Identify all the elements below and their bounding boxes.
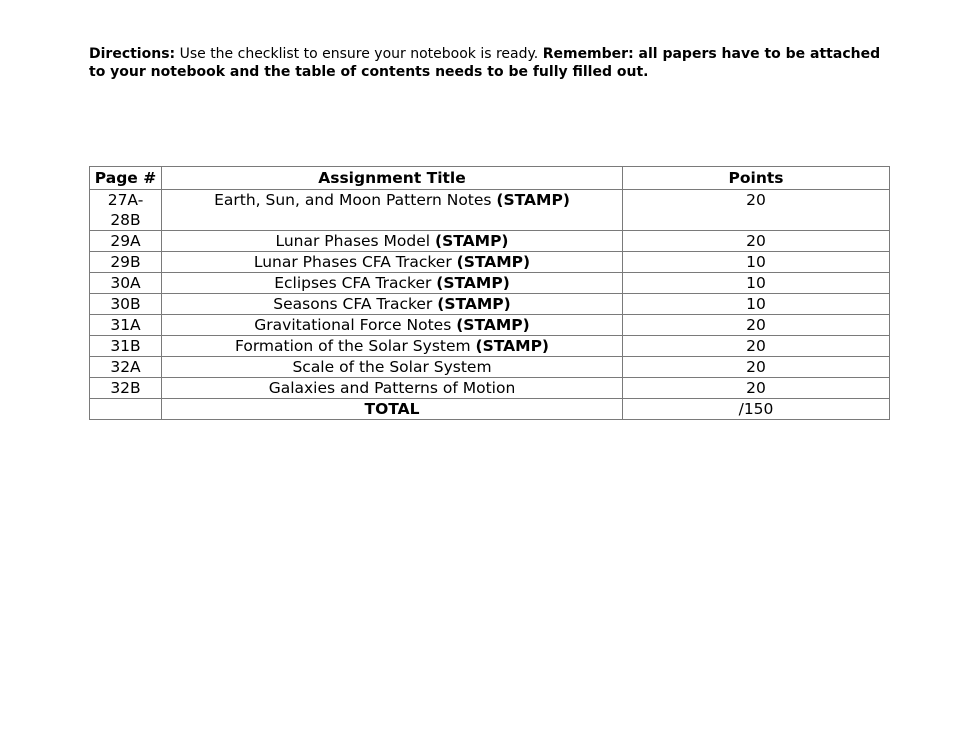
table-header-row bbox=[90, 167, 890, 190]
total-row bbox=[90, 399, 890, 420]
page-cell: 30B bbox=[90, 294, 162, 315]
directions-emphasis: Remember: all papers have to be attached to your notebook and the table of contents needs to be fully filled out. bbox=[89, 46, 881, 80]
assignment-title: Seasons CFA Tracker bbox=[273, 295, 438, 313]
points-cell: 10 bbox=[623, 294, 890, 315]
page-cell: 32A bbox=[90, 357, 162, 378]
page-cell: 32B bbox=[90, 378, 162, 399]
table-row bbox=[90, 273, 890, 294]
directions-paragraph bbox=[89, 45, 889, 81]
assignment-title: Gravitational Force Notes bbox=[254, 316, 457, 334]
assignment-title-cell bbox=[162, 231, 623, 252]
assignment-title: Lunar Phases CFA Tracker bbox=[253, 253, 457, 271]
header-points: Points bbox=[623, 167, 890, 190]
page-cell: 31A bbox=[90, 315, 162, 336]
stamp-label: (STAMP) bbox=[475, 337, 550, 355]
page-cell: 29B bbox=[90, 252, 162, 273]
total-points: /150 bbox=[623, 399, 890, 420]
assignment-title: Earth, Sun, and Moon Pattern Notes bbox=[214, 191, 497, 209]
stamp-label: (STAMP) bbox=[437, 295, 511, 313]
directions-label: Directions: bbox=[89, 46, 176, 62]
assignment-title-cell bbox=[162, 273, 623, 294]
assignment-title: Eclipses CFA Tracker bbox=[274, 274, 437, 292]
assignment-title-cell bbox=[162, 315, 623, 336]
table-row bbox=[90, 252, 890, 273]
table-row bbox=[90, 294, 890, 315]
table-row bbox=[90, 378, 890, 399]
table-row bbox=[90, 315, 890, 336]
page-cell: 27A-28B bbox=[90, 190, 162, 231]
assignment-title-cell bbox=[162, 294, 623, 315]
points-cell: 20 bbox=[623, 378, 890, 399]
points-cell: 20 bbox=[623, 336, 890, 357]
table-row bbox=[90, 190, 890, 231]
page-cell: 30A bbox=[90, 273, 162, 294]
table-row bbox=[90, 336, 890, 357]
assignment-title-cell bbox=[162, 357, 623, 378]
header-page: Page # bbox=[90, 167, 162, 190]
header-assignment-title: Assignment Title bbox=[162, 167, 623, 190]
notebook-checklist-table bbox=[89, 166, 890, 420]
directions-text: Use the checklist to ensure your notebook is ready. bbox=[175, 46, 543, 62]
page-cell: 31B bbox=[90, 336, 162, 357]
assignment-title: Lunar Phases Model bbox=[275, 232, 436, 250]
table-row bbox=[90, 357, 890, 378]
points-cell: 10 bbox=[623, 273, 890, 294]
points-cell: 20 bbox=[623, 231, 890, 252]
assignment-title-cell bbox=[162, 336, 623, 357]
assignment-title-cell bbox=[162, 190, 623, 231]
assignment-title: Scale of the Solar System bbox=[292, 358, 492, 376]
points-cell: 20 bbox=[623, 190, 890, 231]
assignment-title: Galaxies and Patterns of Motion bbox=[268, 379, 516, 397]
stamp-label: (STAMP) bbox=[436, 274, 510, 292]
total-page-cell bbox=[90, 399, 162, 420]
table-row bbox=[90, 231, 890, 252]
points-cell: 10 bbox=[623, 252, 890, 273]
assignment-title-cell bbox=[162, 378, 623, 399]
stamp-label: (STAMP) bbox=[456, 316, 530, 334]
page-cell: 29A bbox=[90, 231, 162, 252]
points-cell: 20 bbox=[623, 315, 890, 336]
points-cell: 20 bbox=[623, 357, 890, 378]
stamp-label: (STAMP) bbox=[435, 232, 509, 250]
total-label: TOTAL bbox=[162, 399, 623, 420]
stamp-label: (STAMP) bbox=[456, 253, 531, 271]
assignment-title-cell bbox=[162, 252, 623, 273]
stamp-label: (STAMP) bbox=[496, 191, 570, 209]
assignment-title: Formation of the Solar System bbox=[234, 337, 476, 355]
